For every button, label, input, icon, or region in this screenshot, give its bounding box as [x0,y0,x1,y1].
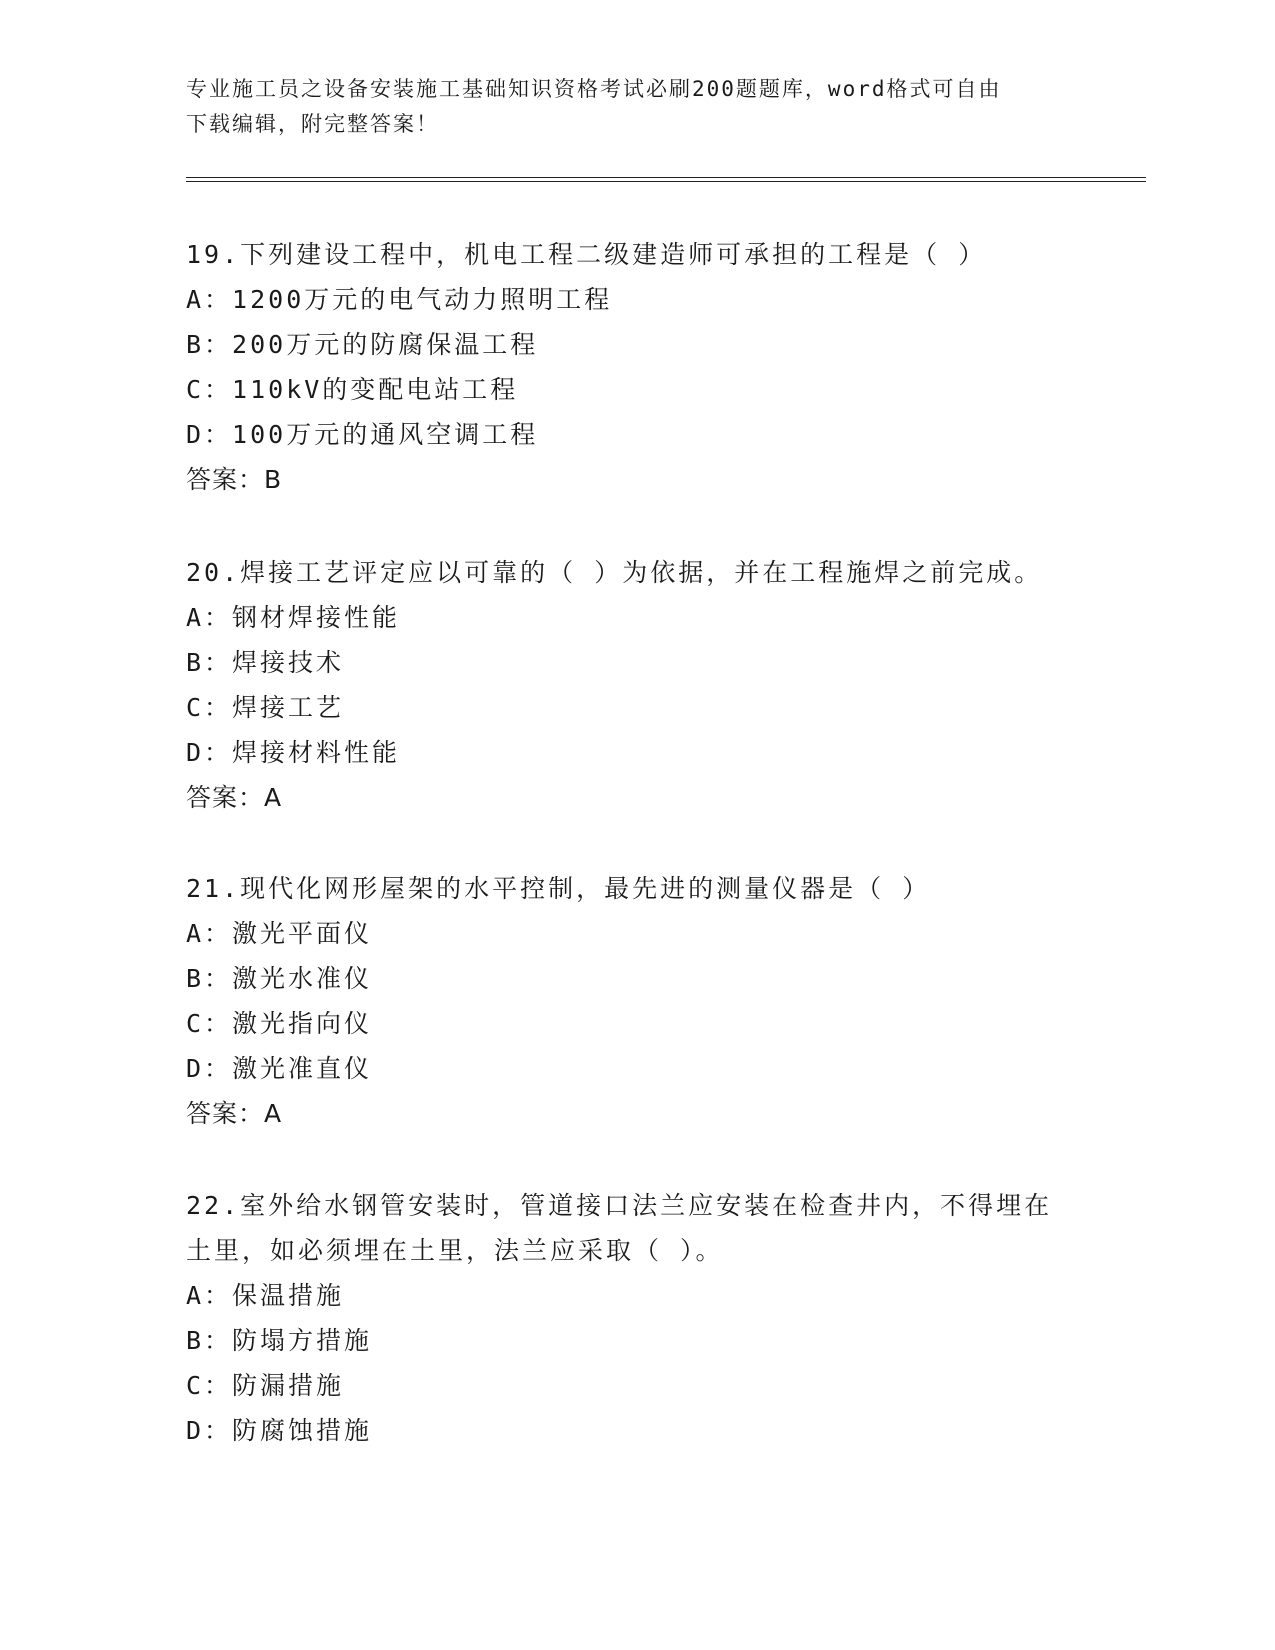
option-a: A：保温措施 [186,1281,345,1310]
answer-line: 答案：A [186,783,283,812]
answer-line: 答案：A [186,1099,283,1128]
question-stem: 21.现代化网形屋架的水平控制，最先进的测量仪器是（ ） [186,874,931,903]
header-divider-bottom [186,181,1146,182]
option-d: D：焊接材料性能 [186,738,401,767]
answer-line: 答案：B [186,465,283,494]
option-c: C：焊接工艺 [186,693,345,722]
option-b: B：200万元的防腐保温工程 [186,330,539,359]
header-divider-top [186,177,1146,178]
question-stem: 19.下列建设工程中，机电工程二级建造师可承担的工程是（ ） [186,240,987,269]
option-d: D：激光准直仪 [186,1054,373,1083]
option-c: C：激光指向仪 [186,1009,373,1038]
question-22 [186,1183,1086,1453]
option-c: C：110kV的变配电站工程 [186,375,519,404]
header-line-1: 专业施工员之设备安装施工基础知识资格考试必刷200题题库，word格式可自由 [186,77,1002,101]
option-b: B：焊接技术 [186,648,345,677]
option-a: A：激光平面仪 [186,919,373,948]
question-stem-line-1: 22.室外给水钢管安装时，管道接口法兰应安装在检查井内，不得埋在 [186,1191,1053,1220]
question-stem-line-2: 土里，如必须埋在土里，法兰应采取（ ）。 [186,1236,724,1265]
option-b: B：激光水准仪 [186,964,373,993]
option-a: A：钢材焊接性能 [186,603,401,632]
header-line-2: 下载编辑，附完整答案！ [186,112,439,136]
option-d: D：100万元的通风空调工程 [186,420,539,449]
question-21 [186,866,1086,1136]
document-header [186,72,1066,142]
option-c: C：防漏措施 [186,1371,345,1400]
option-d: D：防腐蚀措施 [186,1416,373,1445]
option-a: A：1200万元的电气动力照明工程 [186,285,613,314]
question-19 [186,232,1086,502]
question-20 [186,550,1086,820]
option-b: B：防塌方措施 [186,1326,373,1355]
question-stem: 20.焊接工艺评定应以可靠的（ ）为依据，并在工程施焊之前完成。 [186,558,1043,587]
